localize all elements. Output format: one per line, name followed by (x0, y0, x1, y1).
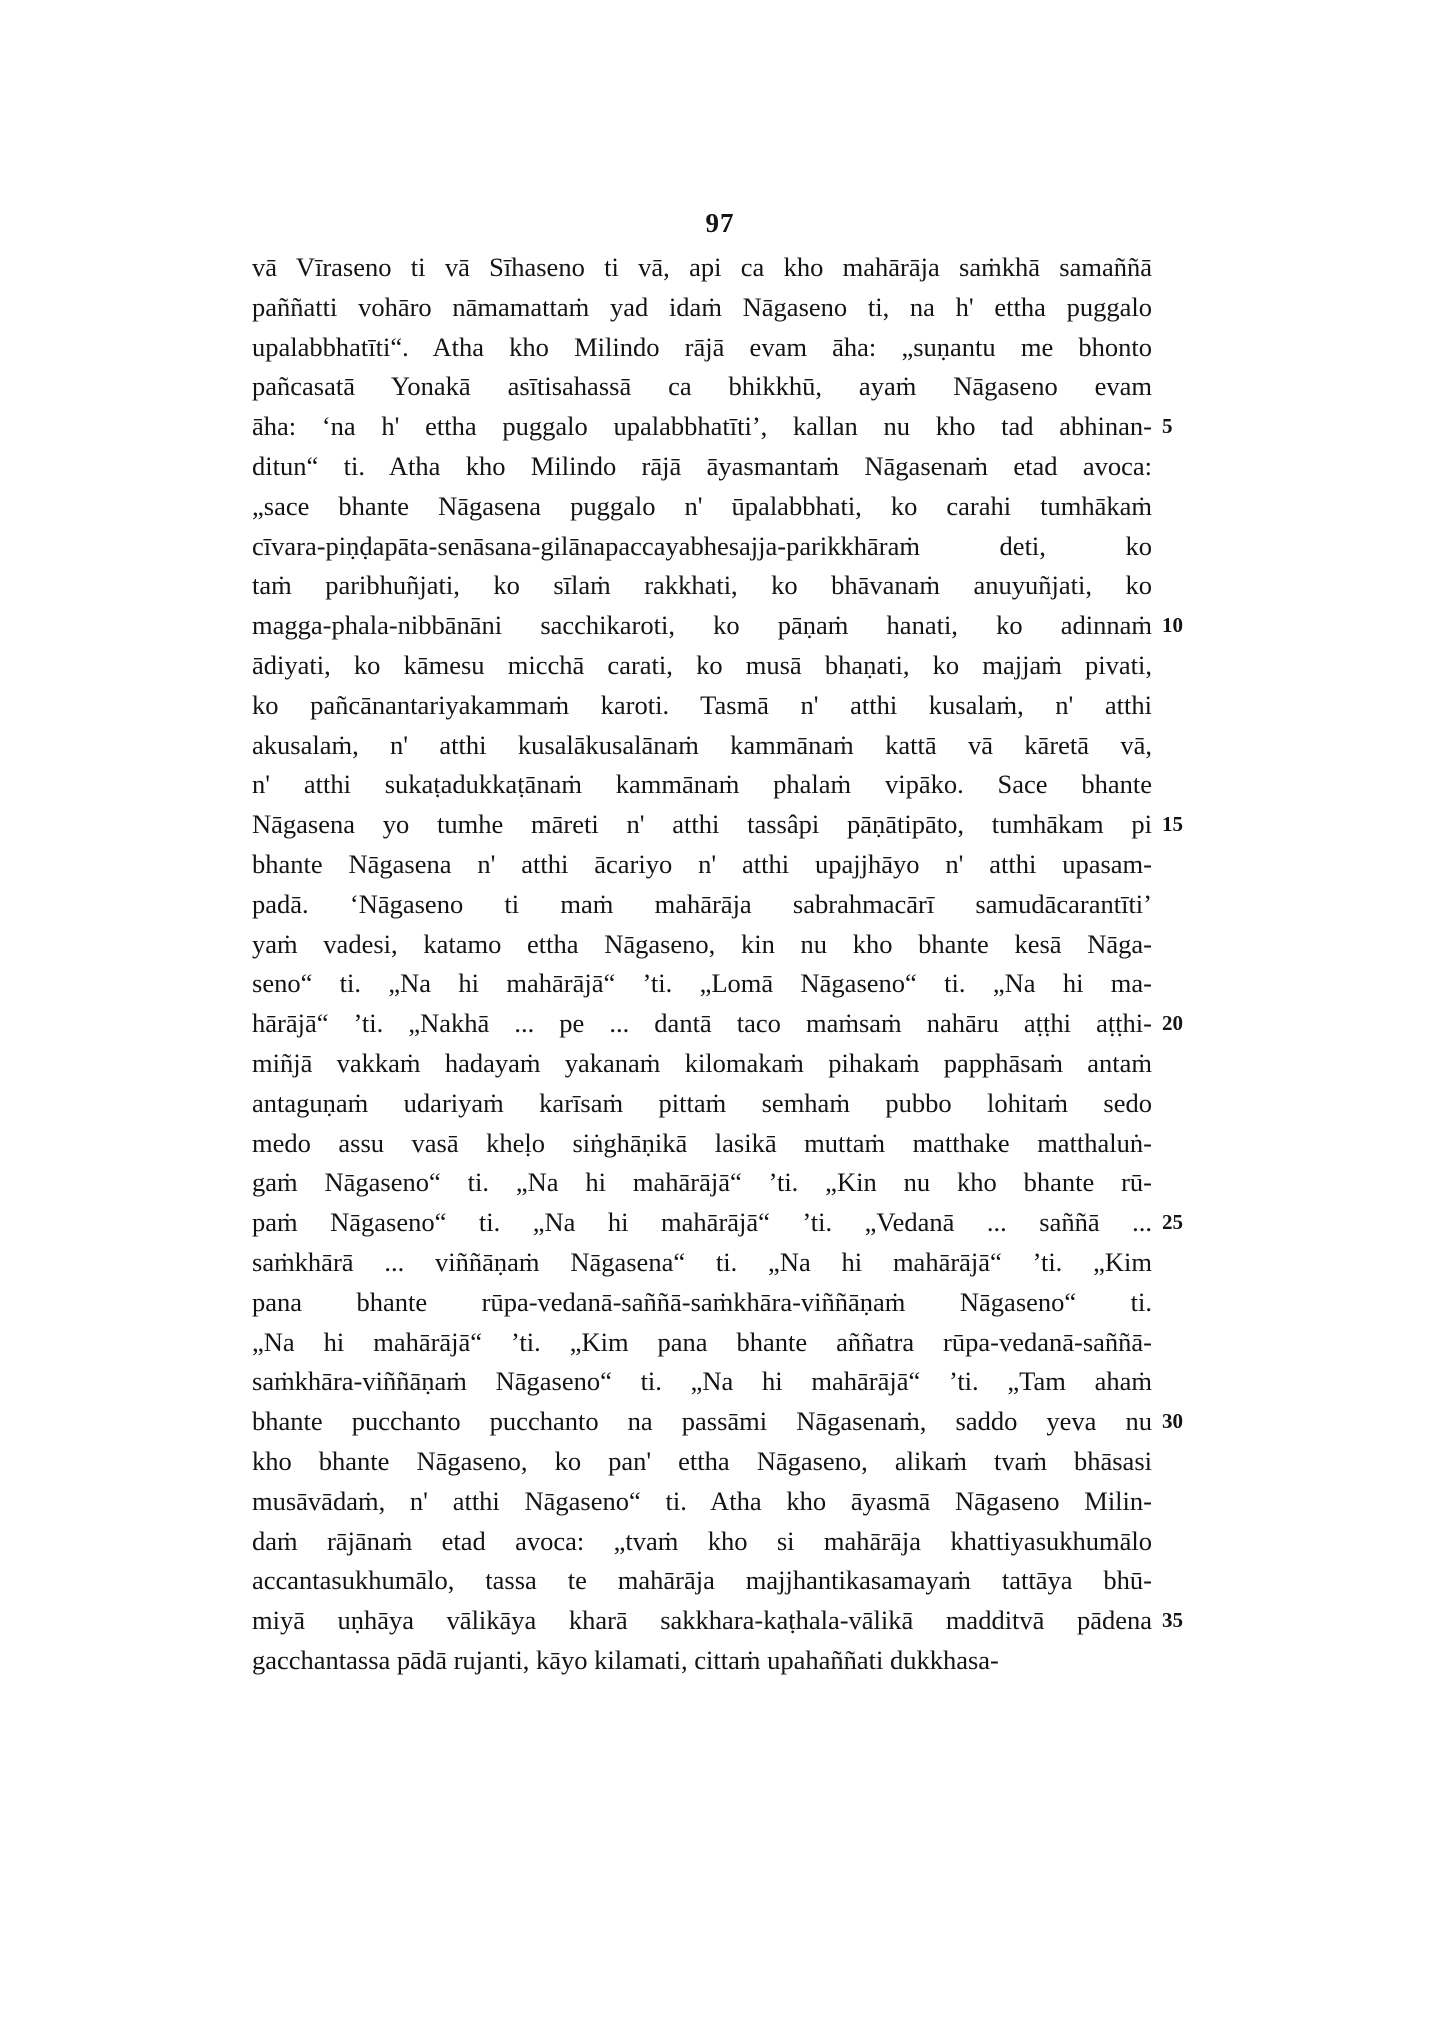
text-line (252, 1641, 1152, 1681)
text-line-content: padā. ‘Nāgaseno ti maṁ mahārāja sabrahmacārī samudācarantīti’ (252, 888, 1152, 919)
text-line-content: vā Vīraseno ti vā Sīhaseno ti vā, api ca kho mahārāja saṁkhā samaññā (252, 252, 1152, 282)
text-line-content: seno“ ti. „Na hi mahārājā“ ’ti. „Lomā Nāgaseno“ ti. „Na hi ma- (252, 968, 1152, 999)
text-line (252, 447, 1152, 487)
text-line-content: daṁ rājānaṁ etad avoca: „tvaṁ kho si mahārāja khattiyasukhumālo (252, 1525, 1152, 1556)
text-line-content: miñjā vakkaṁ hadayaṁ yakanaṁ kilomakaṁ pihakaṁ papphāsaṁ antaṁ (252, 1047, 1152, 1078)
text-line (252, 1561, 1152, 1601)
text-line (252, 1482, 1152, 1522)
text-line (252, 288, 1152, 328)
line-number: 35 (1162, 1608, 1183, 1633)
text-line (252, 367, 1152, 407)
text-line-content: ditun“ ti. Atha kho Milindo rājā āyasmantaṁ Nāgasenaṁ etad avoca: (252, 450, 1152, 481)
text-line-content: saṁkhārā ... viññāṇaṁ Nāgasena“ ti. „Na hi mahārājā“ ’ti. „Kim (252, 1246, 1152, 1277)
text-line (252, 1004, 1183, 1044)
text-line (252, 527, 1152, 567)
text-line-content: miyā uṇhāya vālikāya kharā sakkhara-kaṭhala-vālikā madditvā pādena (252, 1605, 1152, 1636)
text-line (252, 1362, 1152, 1402)
text-line-content: saṁkhāra-viññāṇaṁ Nāgaseno“ ti. „Na hi mahārājā“ ’ti. „Tam ahaṁ (252, 1366, 1152, 1397)
text-line-content: paññatti vohāro nāmamattaṁ yad idaṁ Nāgaseno ti, na h' ettha puggalo (252, 291, 1152, 322)
text-line (252, 1601, 1183, 1641)
text-line (252, 726, 1152, 766)
text-line-content: accantasukhumālo, tassa te mahārāja majjhantikasamayaṁ tattāya bhū- (252, 1565, 1152, 1596)
line-number: 20 (1162, 1011, 1183, 1036)
text-line-content: paṁ Nāgaseno“ ti. „Na hi mahārājā“ ’ti. „Vedanā ... saññā ... (252, 1207, 1152, 1238)
text-line-content: gacchantassa pādā rujanti, kāyo kilamati, cittaṁ upahaññati dukkhasa- (252, 1644, 999, 1675)
text-line (252, 1124, 1152, 1164)
text-line (252, 1163, 1152, 1203)
text-line (252, 248, 1152, 288)
text-line-content: magga-phala-nibbānāni sacchikaroti, ko pāṇaṁ hanati, ko adinnaṁ (252, 610, 1152, 641)
text-line (252, 1203, 1183, 1243)
text-line-content: antaguṇaṁ udariyaṁ karīsaṁ pittaṁ semhaṁ pubbo lohitaṁ sedo (252, 1087, 1152, 1118)
text-line (252, 1402, 1183, 1442)
text-line (252, 487, 1152, 527)
text-line-content: kho bhante Nāgaseno, ko pan' ettha Nāgaseno, alikaṁ tvaṁ bhāsasi (252, 1445, 1152, 1476)
text-line (252, 1522, 1152, 1562)
page-number: 97 (705, 208, 735, 238)
text-line-content: Nāgasena yo tumhe māreti n' atthi tassâpi pāṇātipāto, tumhākam pi (252, 809, 1152, 840)
text-line-content: medo assu vasā kheḷo siṅghāṇikā lasikā muttaṁ matthake matthaluṅ- (252, 1127, 1152, 1158)
text-line (252, 925, 1152, 965)
text-line (252, 1084, 1152, 1124)
text-line (252, 1243, 1152, 1283)
text-line-content: ko pañcānantariyakammaṁ karoti. Tasmā n' atthi kusalaṁ, n' atthi (252, 689, 1152, 720)
line-number: 15 (1162, 812, 1183, 837)
text-line-content: āha: ‘na h' ettha puggalo upalabbhatīti’, kallan nu kho tad abhinan- (252, 411, 1152, 442)
text-line (252, 566, 1152, 606)
text-line (252, 805, 1183, 845)
text-line (252, 1283, 1152, 1323)
text-line (252, 1323, 1152, 1363)
text-line (252, 686, 1152, 726)
line-number: 10 (1162, 613, 1183, 638)
text-line-content: cīvara-piṇḍapāta-senāsana-gilānapaccayabhesajja-parikkhāraṁ deti, ko (252, 530, 1152, 561)
text-line-content: upalabbhatīti“. Atha kho Milindo rājā evam āha: „suṇantu me bhonto (252, 331, 1152, 362)
text-line (252, 328, 1152, 368)
text-line-content: musāvādaṁ, n' atthi Nāgaseno“ ti. Atha kho āyasmā Nāgaseno Milin- (252, 1485, 1152, 1516)
text-line (252, 606, 1183, 646)
text-line (252, 407, 1173, 447)
body-text (252, 248, 1183, 1681)
line-number: 5 (1162, 414, 1173, 439)
text-line (252, 646, 1152, 686)
text-line-content: pañcasatā Yonakā asītisahassā ca bhikkhū, ayaṁ Nāgaseno evam (252, 371, 1152, 402)
text-line-content: taṁ paribhuñjati, ko sīlaṁ rakkhati, ko bhāvanaṁ anuyuñjati, ko (252, 570, 1152, 601)
text-line-content: bhante pucchanto pucchanto na passāmi Nāgasenaṁ, saddo yeva nu (252, 1406, 1152, 1437)
text-line-content: hārājā“ ’ti. „Nakhā ... pe ... dantā taco maṁsaṁ nahāru aṭṭhi aṭṭhi- (252, 1008, 1152, 1039)
text-line-content: bhante Nāgasena n' atthi ācariyo n' atthi upajjhāyo n' atthi upasam- (252, 848, 1152, 879)
text-line (252, 845, 1152, 885)
text-line-content: pana bhante rūpa-vedanā-saññā-saṁkhāra-viññāṇaṁ Nāgaseno“ ti. (252, 1286, 1152, 1317)
text-line (252, 1442, 1152, 1482)
line-number: 30 (1162, 1409, 1183, 1434)
text-line-content: yaṁ vadesi, katamo ettha Nāgaseno, kin nu kho bhante kesā Nāga- (252, 928, 1152, 959)
text-line-content: gaṁ Nāgaseno“ ti. „Na hi mahārājā“ ’ti. „Kin nu kho bhante rū- (252, 1167, 1152, 1198)
text-line (252, 765, 1152, 805)
line-number: 25 (1162, 1210, 1183, 1235)
text-line-content: „Na hi mahārājā“ ’ti. „Kim pana bhante aññatra rūpa-vedanā-saññā- (252, 1326, 1152, 1357)
text-line (252, 885, 1152, 925)
text-line-content: n' atthi sukaṭadukkaṭānaṁ kammānaṁ phalaṁ vipāko. Sace bhante (252, 769, 1152, 800)
text-line-content: akusalaṁ, n' atthi kusalākusalānaṁ kammānaṁ kattā vā kāretā vā, (252, 729, 1152, 760)
text-line (252, 1044, 1152, 1084)
text-line-content: „sace bhante Nāgasena puggalo n' ūpalabbhati, ko carahi tumhākaṁ (252, 490, 1152, 521)
text-line-content: ādiyati, ko kāmesu micchā carati, ko musā bhaṇati, ko majjaṁ pivati, (252, 649, 1152, 680)
text-line (252, 964, 1152, 1004)
